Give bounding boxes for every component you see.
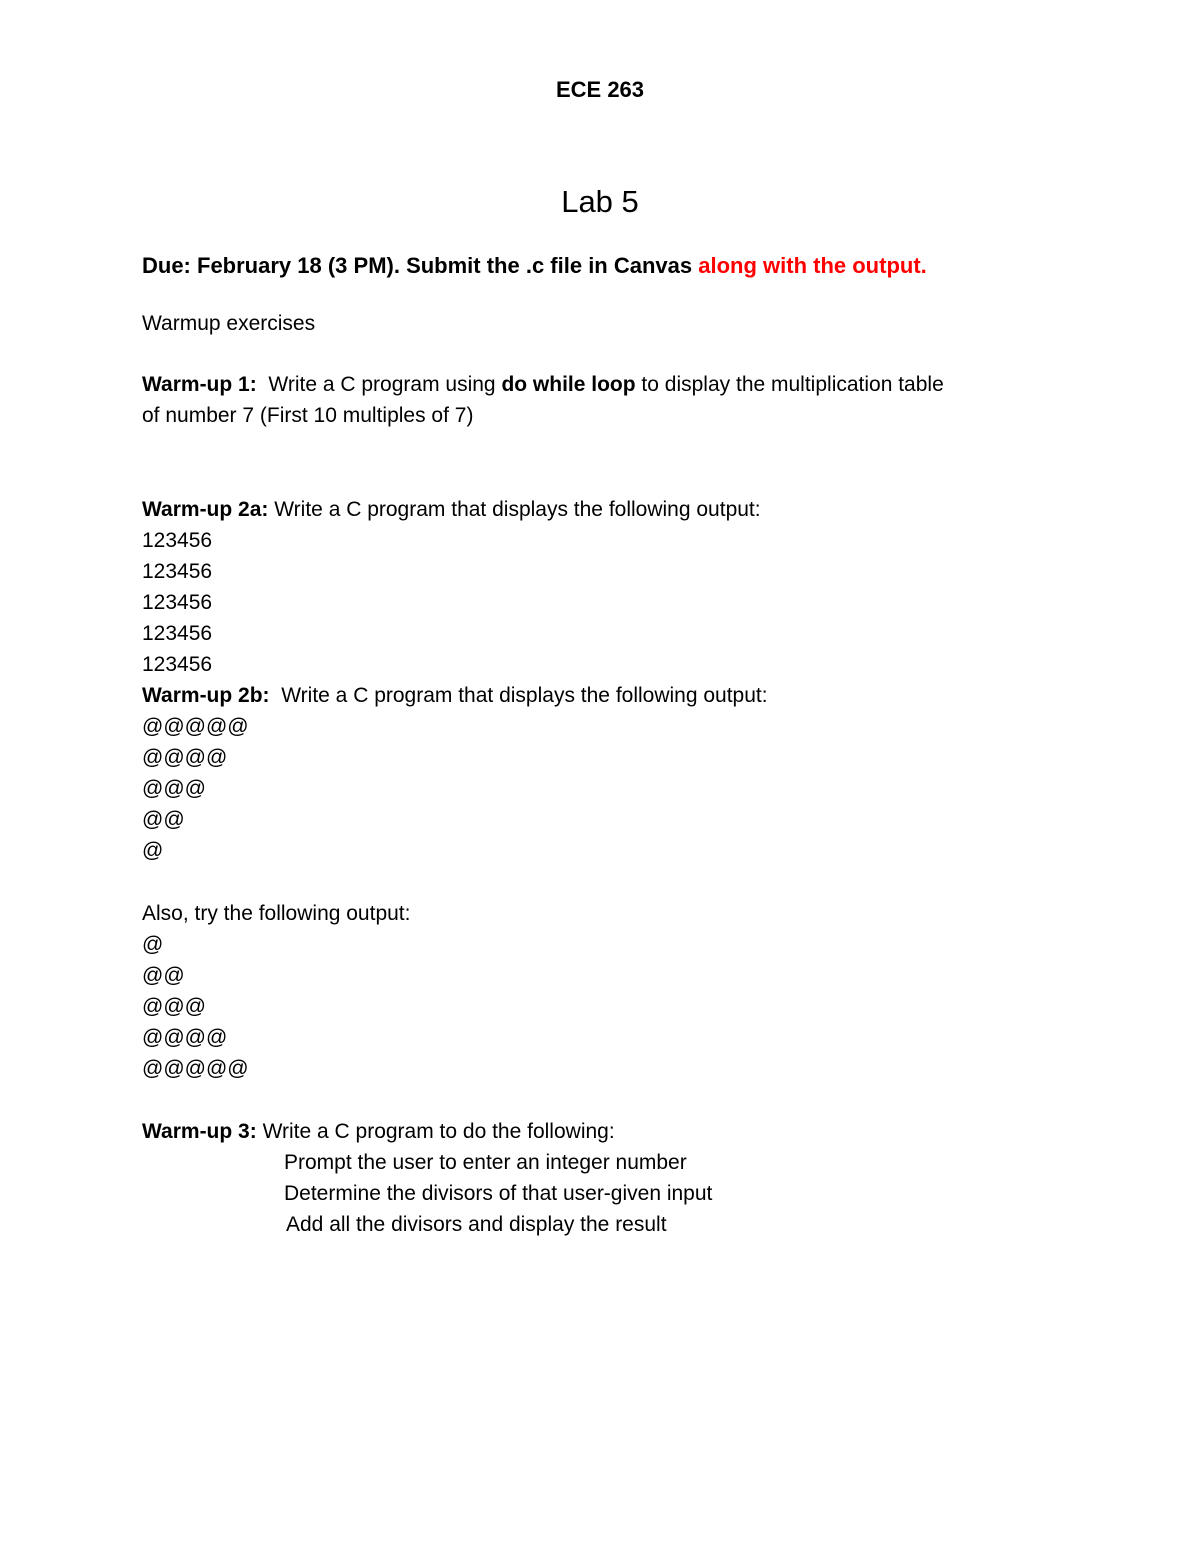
warmup1-bold: do while loop	[501, 373, 636, 396]
output-line: @	[142, 933, 164, 956]
output-line: @@	[142, 808, 185, 831]
output-line: @	[142, 839, 164, 862]
output-line: @@@	[142, 777, 206, 800]
warmup1-text-a: Write a C program using	[256, 373, 502, 396]
due-text: Due: February 18 (3 PM). Submit the .c file in Canvas	[142, 253, 699, 278]
output-line: 123456	[142, 529, 213, 552]
also-line: Also, try the following output:	[142, 902, 411, 925]
warmup3-step: Add all the divisors and display the result	[286, 1213, 667, 1236]
output-line: @@@@	[142, 746, 228, 769]
warmup2a-label: Warm-up 2a:	[142, 498, 269, 521]
output-line: 123456	[142, 560, 213, 583]
warmup2a-line	[142, 497, 761, 523]
warmup3-step: Determine the divisors of that user-given input	[284, 1182, 713, 1205]
output-line: @@	[142, 964, 185, 987]
output-line: @@@@	[142, 1026, 228, 1049]
output-line: 123456	[142, 653, 213, 676]
warmup3-text: Write a C program to do the following:	[256, 1120, 615, 1143]
warmup2b-text: Write a C program that displays the following output:	[269, 684, 768, 707]
output-line: @@@@@	[142, 715, 249, 738]
warmup1-line1	[142, 372, 944, 398]
due-highlight: along with the output.	[698, 253, 927, 278]
due-line	[142, 253, 927, 279]
output-line: 123456	[142, 622, 213, 645]
warmup1-label: Warm-up 1:	[142, 373, 257, 396]
warmup3-line	[142, 1119, 615, 1145]
section-heading: Warmup exercises	[142, 312, 316, 335]
warmup3-step: Prompt the user to enter an integer number	[284, 1151, 687, 1174]
output-line: @@@	[142, 995, 206, 1018]
warmup2b-label: Warm-up 2b:	[142, 684, 270, 707]
output-line: 123456	[142, 591, 213, 614]
warmup2a-text: Write a C program that displays the following output:	[268, 498, 761, 521]
lab-title: Lab 5	[561, 184, 639, 219]
course-code: ECE 263	[555, 77, 645, 102]
warmup3-label: Warm-up 3:	[142, 1120, 257, 1143]
warmup1-line2: of number 7 (First 10 multiples of 7)	[142, 404, 474, 427]
output-line: @@@@@	[142, 1057, 249, 1080]
warmup1-text-b: to display the multiplication table	[635, 373, 944, 396]
warmup2b-line	[142, 683, 768, 709]
